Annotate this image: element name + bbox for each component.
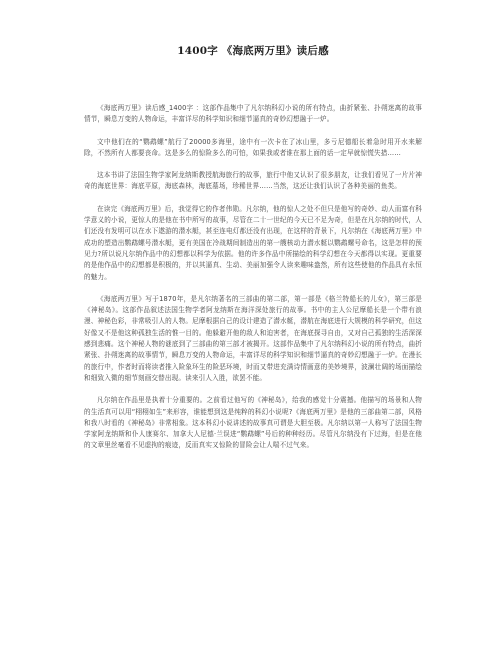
paragraph: 文中他们在的“鹦鹉螺”航行了20000多海里，途中有一次卡在了冰山里，多亏尼德船长着急时用开水来解除，不然所有人都要丧命。这是多么的惊险多么的可怕，如果我或者谁在那上面的话一定早就惊慌失措…… xyxy=(84,137,422,157)
paragraph: 《海底两万里》读后感_1400字 ：这部作品集中了凡尔纳科幻小说的所有特点，曲折紧张、扑朔迷离的故事情节，瞬息万变的人物命运，丰富详尽的科学知识和细节逼真的奇妙幻想融于一炉。 xyxy=(84,104,422,124)
paragraph: 《海底两万里》写于1870年，是凡尔纳著名的三部曲的第二部，第一部是《格兰特船长的儿女》，第三部是《神秘岛》。这部作品叙述法国生物学者阿龙纳斯在海洋深处旅行的故事。书中的主人公尼摩船长是一个带有浪漫、神秘色彩，非常吸引人的人物。尼摩根据自己的设计建造了潜水艇，潜航在海底进行大规模的科学研究，但这好像又不是他这种孤独生活的惟一目的。他躲避开他的敌人和迫害者，在海底探寻自由，又对自己孤独的生活深深感到悲痛。这个神秘人物的谜底到了三部曲的第三部才被揭开。这部作品集中了凡尔纳科幻小说的所有特点，曲折紧张、扑朔迷离的故事情节，瞬息万变的人物命运，丰富详尽的科学知识和细节逼真的奇妙幻想融于一炉。在漫长的旅行中，作者时而将读者推入险象环生的险恶环境，时而又带进充满诗情画意的美妙境界，波澜壮阔的场面描绘和细致入微的细节刻画交替出现。读来引人入胜，欲罢不能。 xyxy=(84,294,422,382)
document-title: 1400字 《海底两万里》读后感 xyxy=(177,45,329,57)
paragraph: 凡尔纳在作品里是执着十分重要的。之前看过他写的《神秘岛》，给我的感觉十分震撼。他描写的场景和人物的生活真可以用“栩栩如生”来形容，谁能想到这是纯粹的科幻小说呢?《海底两万里》是他的三部曲第二部，风格和我八时看的《神秘岛》非常相象。这本科幻小说讲述的故事真可谓是大胆至极。凡尔纳以第一人称写了法国生物学家阿龙纳斯和仆人康赛尔、加拿大人尼德·兰误进“鹦鹉螺”号后的种种经历。尽管凡尔纳没有下过海，但是在他的文章里丝毫看不见虚拘的痕迹，反而真实又惊险的冒险会让人喘不过气来。 xyxy=(84,396,422,450)
paragraph: 这本书讲了法国生物学家阿龙纳斯教授航海旅行的故事，旅行中他又认识了很多朋友，让我们看见了一片片神奇的海底世界：海底平原，海底森林，海底墓场，珍稀世界……当然，这还让我们认识了各种美丽的鱼类。 xyxy=(84,171,422,191)
paragraph: 在读完《海底两万里》后，我觉得它的作者伟勋。凡尔纳，他的惊人之处不但只是他写的奇妙、动人而富有科学意义的小说，更惊人的是他在书中所写的故事，尽管在二十一世纪的今天已不足为奇，但是在凡尔纳的时代，人们还没有发明可以在水下遨游的潜水艇，甚至连电灯都还没有出现，在这样的背景下，凡尔纳在《海底两万里》中成功的塑造出鹦鹉螺号潜水艇，更有美国在冷战期间制造出的第一艘核动力潜水艇以鹦鹉螺号命名，这是怎样的预见力?所以说凡尔纳作品中的幻想都以科学为依据。他的许多作品中所描绘的科学幻想在今天都得以实现。更重要的是他作品中的幻想都是积极的，并以其逼真、生动、美丽加强令人读来趣味盎然，所有这些使他的作品具有永恒的魅力。 xyxy=(84,204,422,281)
